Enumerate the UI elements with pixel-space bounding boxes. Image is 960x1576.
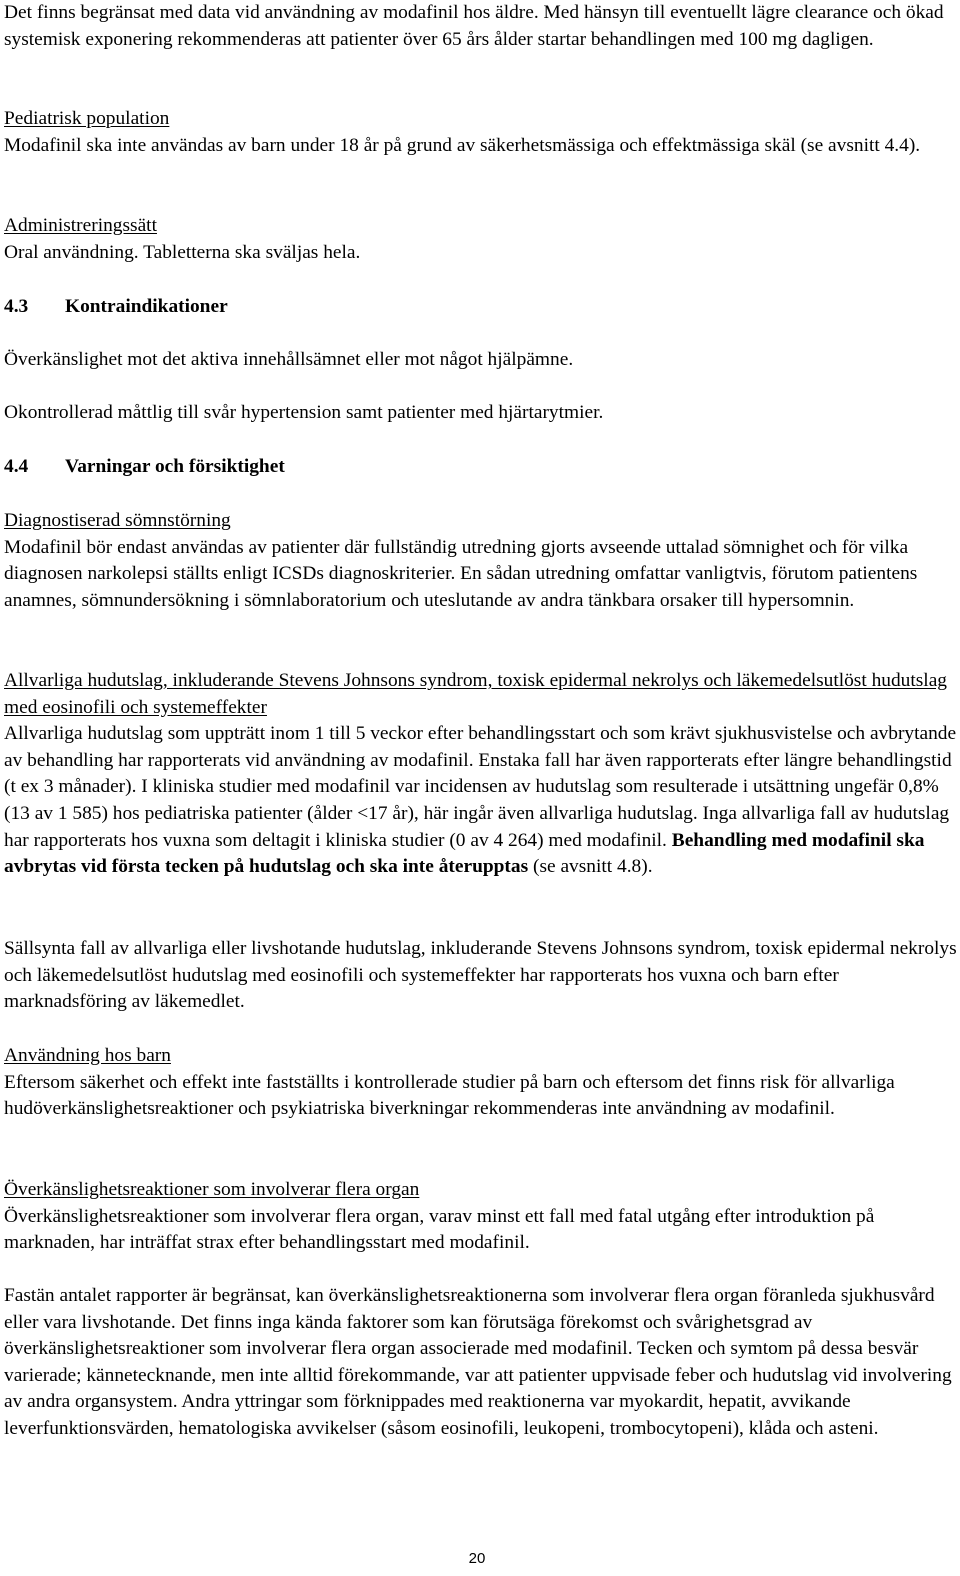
administration-heading: Administreringssätt [4, 215, 157, 236]
sleep-disorder-text: Modafinil bör endast användas av patienter där fullständig utredning gjorts avseende uttalad sömnighet och för vilka diagnosen narkolepsi ställts enligt ICSDs diagnoskriterier. En sådan utredning omfattar vanligtvis, förutom patientens anamnes, sömnundersökning i sömnlaboratorium och uteslutande av andra tänkbara orsaker till hypersomnin. [4, 536, 918, 611]
hypersensitivity-heading: Överkänslighetsreaktioner som involverar flera organ [4, 1179, 420, 1200]
contraindication-para-1: Överkänslighet mot det aktiva innehållsämnet eller mot något hjälpämne. [4, 349, 574, 370]
skin-rash-reference: (se avsnitt 4.8). [528, 856, 653, 878]
hypersensitivity-text: Överkänslighetsreaktioner som involverar flera organ, varav minst ett fall med fatal utgång efter introduktion på marknaden, har inträffat strax efter behandlingsstart med modafinil. [4, 1205, 875, 1254]
sleep-disorder-heading: Diagnostiserad sömnstörning [4, 510, 231, 531]
skin-rash-section [4, 668, 958, 881]
children-use-text: Eftersom säkerhet och effekt inte fastställts i kontrollerade studier på barn och eftersom det finns risk för allvarliga hudöverkänslighetsreaktioner och psykiatriska biverkningar rekommenderas inte användning av modafinil. [4, 1071, 895, 1120]
section-4-3-number: 4.3 [4, 296, 29, 317]
skin-rash-text-main: Allvarliga hudutslag som uppträtt inom 1 till 5 veckor efter behandlingsstart och som krävt sjukhusvistelse och avbrytande av behandling har rapporterats vid användning av modafinil. Enstaka fall har även rapporterats efter längre behandlingstid (t ex 3 månader). I kliniska studier med modafinil var incidensen av hudutslag som resulterade i utsättning ungefär 0,8% (13 av 1 585) hos pediatriska patienter (ålder <17 år), här ingår även allvarliga hudutslag. Inga allvarliga fall av hudutslag har rapporterats hos vuxna som deltagit i kliniska studier (0 av 4 264) med modafinil. [4, 723, 957, 851]
contraindication-para-2: Okontrollerad måttlig till svår hypertension samt patienter med hjärtarytmier. [4, 402, 604, 423]
page-number: 20 [468, 1550, 486, 1567]
section-4-4-heading [4, 454, 958, 481]
administration-section [4, 213, 958, 266]
section-4-4-number: 4.4 [4, 456, 29, 477]
administration-text: Oral användning. Tabletterna ska sväljas hela. [4, 241, 361, 263]
hypersensitivity-para-2: Fastän antalet rapporter är begränsat, kan överkänslighetsreaktionerna som involverar flera organ föranleda sjukhusvård eller vara livshotande. Det finns inga kända faktorer som kan förutsäga förekomst och svårighetsgrad av överkänslighetsreaktioner som involverar flera organ associerade med modafinil. Tecken och symtom på dessa besvär varierade; kännetecknande, men inte alltid förekommande, var att patienter uppvisade feber och hudutslag vid involvering av andra organsystem. Andra yttringar som förknippades med reaktionerna var myokardit, hepatit, avvikande leverfunktionsvärden, hematologiska avvikelser (såsom eosinofili, leukopeni, trombocytopeni), klåda och asteni. [4, 1285, 952, 1439]
children-use-heading: Användning hos barn [4, 1045, 171, 1066]
section-4-4-title: Varningar och försiktighet [65, 456, 285, 477]
hypersensitivity-section [4, 1177, 958, 1257]
section-4-3-title: Kontraindikationer [65, 296, 228, 317]
skin-rash-text [4, 721, 958, 881]
pediatric-text: Modafinil ska inte användas av barn under 18 år på grund av säkerhetsmässiga och effektmässiga skäl (se avsnitt 4.4). [4, 134, 921, 156]
intro-paragraph: Det finns begränsat med data vid användning av modafinil hos äldre. Med hänsyn till eventuellt lägre clearance och ökad systemisk exponering rekommenderas att patienter över 65 års ålder startar behandlingen med 100 mg dagligen. [4, 2, 944, 50]
pediatric-section [4, 106, 958, 159]
skin-rash-heading: Allvarliga hudutslag, inkluderande Stevens Johnsons syndrom, toxisk epidermal nekrolys och läkemedelsutlöst hudutslag med eosinofili och systemeffekter [4, 670, 947, 718]
skin-rash-para-2: Sällsynta fall av allvarliga eller livshotande hudutslag, inkluderande Stevens Johnsons syndrom, toxisk epidermal nekrolys och läkemedelsutlöst hudutslag med eosinofili och systemeffekter har rapporterats hos vuxna och barn efter marknadsföring av läkemedlet. [4, 938, 957, 1013]
skin-rash-warning-bold: Behandling med modafinil ska avbrytas vid första tecken på hudutslag och ska inte återupptas [4, 829, 925, 878]
children-use-section [4, 1043, 958, 1123]
section-4-3-heading [4, 294, 958, 321]
pediatric-heading: Pediatrisk population [4, 108, 170, 129]
sleep-disorder-section [4, 508, 958, 614]
